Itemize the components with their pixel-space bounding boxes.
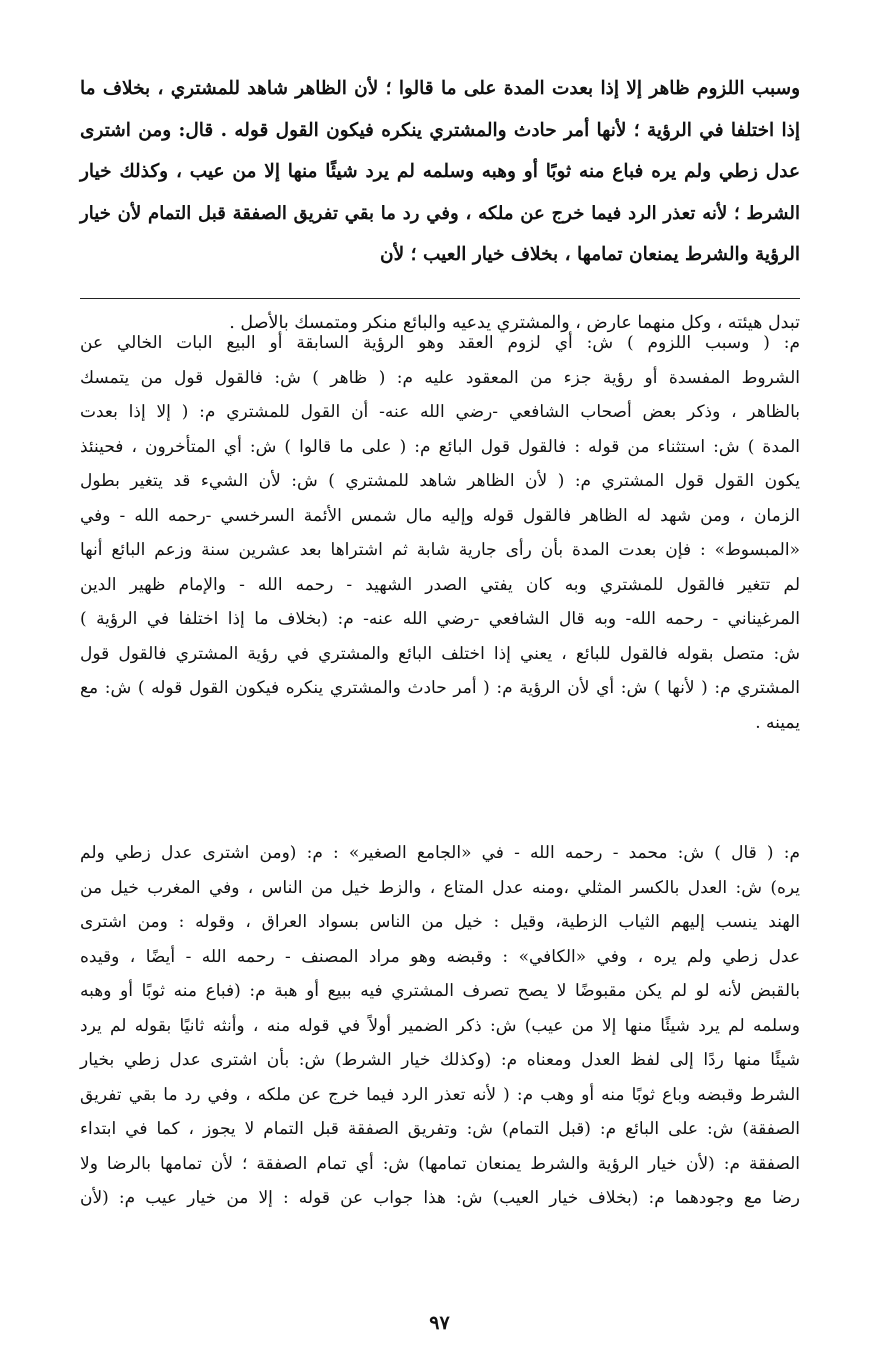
separator-rule xyxy=(80,298,800,299)
commentary-line: لم تتغير فالقول للمشتري وبه كان يفتي الصدر الشهيد - رحمه الله - والإمام ظهير الدين xyxy=(80,574,800,595)
commentary-line: م: ( وسبب اللزوم ) ش: أي لزوم العقد وهو الرؤية السابقة أو البيع البات الخالي عن xyxy=(80,333,800,353)
commentary-line: الهند ينسب إليهم الثياب الزطية، وقيل : خيل من الناس بسواد العراق ، وقوله : ومن اشترى xyxy=(80,912,800,932)
commentary-line: يمينه . xyxy=(755,712,800,733)
matn-line: الرؤية والشرط يمنعان تمامها ، بخلاف خيار العيب ؛ لأن xyxy=(380,244,800,265)
commentary-line: ش: متصل بقوله فالقول للبائع ، يعني إذا اختلف البائع والمشتري في رؤية المشتري فالقول قول xyxy=(80,643,800,664)
commentary-line: م: ( قال ) ش: محمد - رحمه الله - في «الجامع الصغير» : م: (ومن اشترى عدل زطي ولم xyxy=(80,843,800,863)
commentary-line: بالظاهر ، وذكر بعض أصحاب الشافعي -رضي الله عنه- أن القول للمشتري م: ( إلا إذا بعدت xyxy=(80,402,800,422)
commentary-paragraph-2 xyxy=(80,836,800,1216)
matn-line: إذا اختلفا في الرؤية ؛ لأنها أمر حادث والمشتري ينكره فيكون القول قوله . قال: ومن اشترى xyxy=(80,119,800,141)
commentary-line: الشروط المفسدة أو رؤية جزء من المعقود عليه م: ( ظاهر ) ش: فالقول قول من يتمسك xyxy=(80,367,800,388)
matn-line: عدل زطي ولم يره فباع منه ثوبًا أو وهبه وسلمه لم يرد شيئًا منها إلا من عيب ، وكذلك خيار xyxy=(80,161,800,182)
matn-line: وسبب اللزوم ظاهر إلا إذا بعدت المدة على ما قالوا ؛ لأن الظاهر شاهد للمشتري ، بخلاف ما xyxy=(80,78,800,99)
commentary-line: الصفقة) ش: على البائع م: (قبل التمام) ش: وتفريق الصفقة قبل التمام لا يجوز ، كما في ابتداء xyxy=(80,1119,800,1139)
commentary-line: الصفقة م: (لأن خيار الرؤية والشرط يمنعان تمامها) ش: أي تمام الصفقة ؛ لأن تمامها بالرضا ولا xyxy=(80,1153,800,1174)
commentary-line: عدل زطي ولم يره ، وفي «الكافي» : وقبضه وهو مراد المصنف - رحمه الله - أيضًا ، وقيده xyxy=(80,946,800,967)
commentary-line: المدة ) ش: استثناء من قوله : فالقول قول البائع م: ( على ما قالوا ) ش: أي المتأخرون ، فحينئذ xyxy=(80,436,800,457)
commentary-paragraph-1 xyxy=(80,326,800,740)
matn-line: الشرط ؛ لأنه تعذر الرد فيما خرج عن ملكه ، وفي رد ما بقي تفريق الصفقة قبل التمام لأن خيار xyxy=(80,202,800,224)
matn-text-block xyxy=(80,68,800,276)
footnote-line: تبدل هيئته ، وكل منهما عارض ، والمشتري يدعيه والبائع منكر ومتمسك بالأصل . xyxy=(229,313,800,333)
commentary-line: رضا مع وجودهما م: (بخلاف خيار العيب) ش: هذا جواب عن قوله : إلا من خيار عيب م: (لأن xyxy=(80,1188,800,1208)
commentary-line: الشرط وقبضه وباع ثوبًا منه أو وهب م: ( لأنه تعذر الرد فيما خرج عن ملكه ، وفي رد ما بقي تفريق xyxy=(80,1084,800,1105)
commentary-line: يره) ش: العدل بالكسر المثلي ،ومنه عدل المتاع ، والزط خيل من الناس ، وفي المغرب خيل من xyxy=(80,877,800,898)
commentary-line: «المبسوط» : فإن بعدت المدة بأن رأى جارية شابة ثم اشتراها بعد عشرين سنة وزعم البائع أنها xyxy=(80,540,800,560)
commentary-line: المرغيناني - رحمه الله- وبه قال الشافعي -رضي الله عنه- م: (بخلاف ما إذا اختلفا في الرؤية ) xyxy=(80,609,800,629)
commentary-line: الزمان ، ومن شهد له الظاهر فالقول قوله وإليه مال شمس الأئمة السرخسي -رحمه الله - وفي xyxy=(80,505,800,526)
commentary-line: المشتري م: ( لأنها ) ش: أي لأن الرؤية م: ( أمر حادث والمشتري ينكره فيكون القول قوله ) ش: مع xyxy=(80,678,800,698)
commentary-line: يكون القول قول المشتري م: ( لأن الظاهر شاهد للمشتري ) ش: لأن الشيء قد يتغير بطول xyxy=(80,471,800,491)
commentary-line: وسلمه لم يرد شيئًا منها إلا من عيب) ش: ذكر الضمير أولاً في قوله منه ، وأنثه ثانيًا بقوله لم يرد xyxy=(80,1015,800,1036)
commentary-line: بالقبض لأنه لو لم يكن مقبوضًا لا يصح تصرف المشتري فيه ببيع أو هبة م: (فباع منه ثوبًا أو وهبه xyxy=(80,981,800,1001)
commentary-line: شيئًا منها ردًا إلى لفظ العدل ومعناه م: (وكذلك خيار الشرط) ش: بأن اشترى عدل زطي بخيار xyxy=(80,1050,800,1070)
page-number: ٩٧ xyxy=(429,1312,450,1334)
